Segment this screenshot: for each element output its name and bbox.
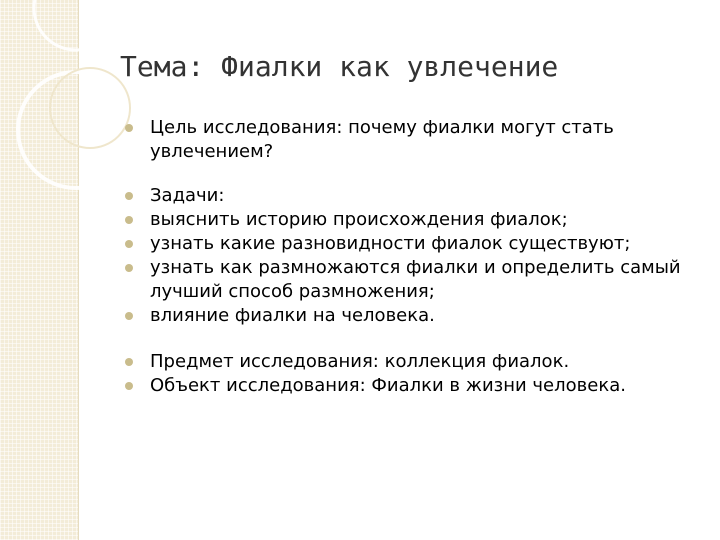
slide-title: Тема: Фиалки как увлечение	[120, 50, 559, 83]
bullet-item: Цель исследования: почему фиалки могут стать увлечением?	[124, 116, 704, 164]
bullet-item: влияние фиалки на человека.	[124, 304, 704, 328]
bullet-list	[124, 116, 704, 398]
bullet-item: Предмет исследования: коллекция фиалок.	[124, 350, 704, 374]
bullet-item: Объект исследования: Фиалки в жизни человека.	[124, 374, 704, 398]
bullet-item: узнать какие разновидности фиалок существуют;	[124, 232, 704, 256]
bullet-item: Задачи:	[124, 184, 704, 208]
bullet-item: узнать как размножаются фиалки и определить самый лучший способ размножения;	[124, 256, 704, 304]
bullet-item: выяснить историю происхождения фиалок;	[124, 208, 704, 232]
